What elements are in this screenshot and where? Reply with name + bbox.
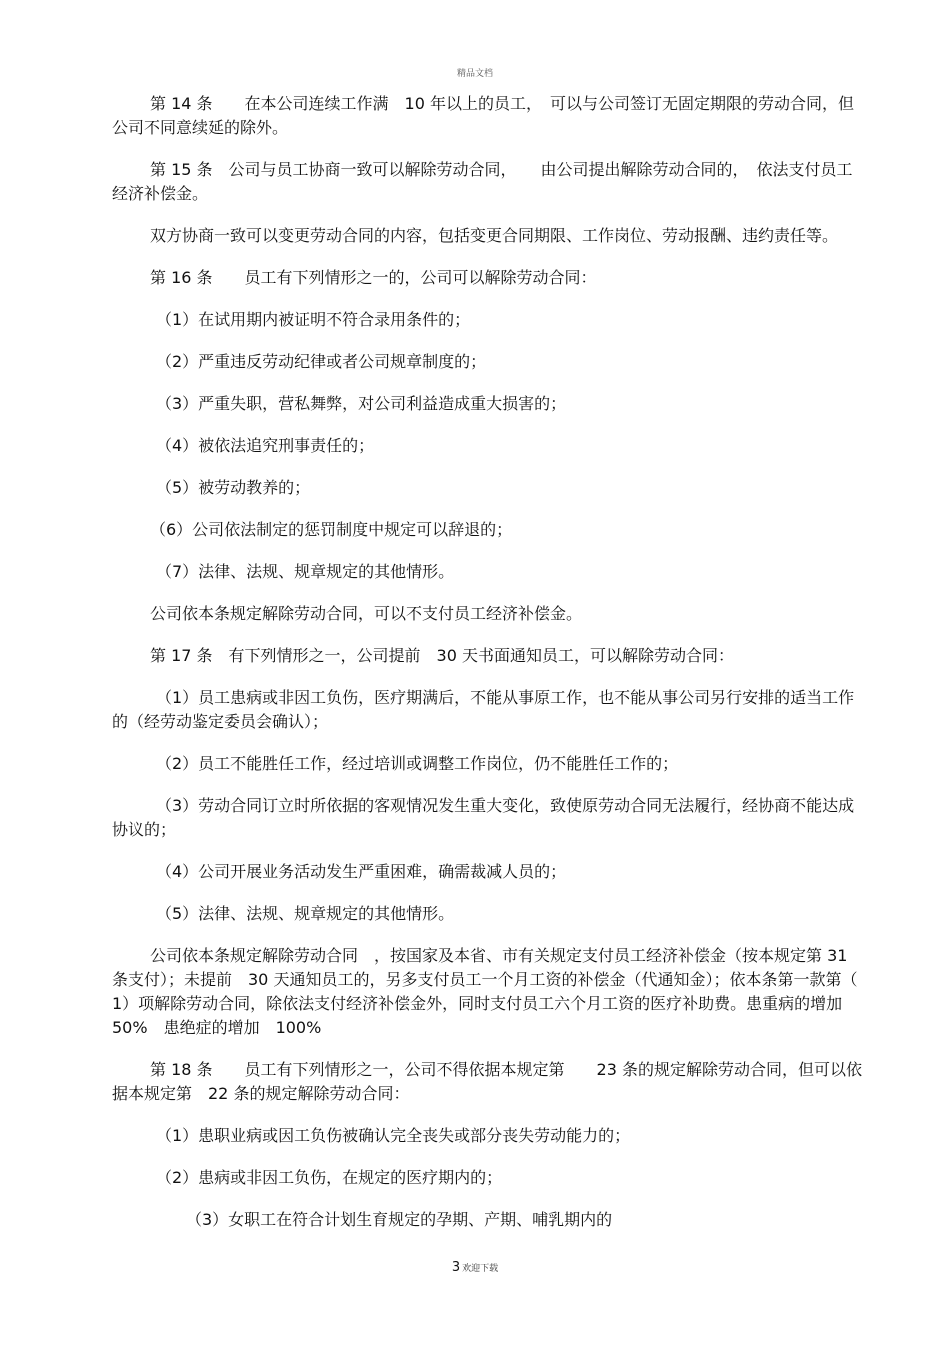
page-footer <box>0 1260 950 1275</box>
article-16-item-3: （3）严重失职，营私舞弊，对公司利益造成重大损害的； <box>156 394 567 413</box>
article-15: 第 15 条 公司与员工协商一致可以解除劳动合同， 由公司提出解除劳动合同的， 依法支付员工经济补偿金。 <box>112 160 853 203</box>
article-16-item-1: （1）在试用期内被证明不符合录用条件的； <box>156 310 471 329</box>
article-16-note: 公司依本条规定解除劳动合同，可以不支付员工经济补偿金。 <box>150 604 583 623</box>
article-17: 第 17 条 有下列情形之一，公司提前 30 天书面通知员工，可以解除劳动合同： <box>150 646 734 665</box>
article-17-item-2: （2）员工不能胜任工作，经过培训或调整工作岗位，仍不能胜任工作的； <box>156 754 679 773</box>
article-17-item-4: （4）公司开展业务活动发生严重困难，确需裁减人员的； <box>156 862 567 881</box>
article-18-item-2: （2）患病或非因工负伤，在规定的医疗期内的； <box>156 1168 503 1187</box>
footer-label: 欢迎下载 <box>462 1264 499 1274</box>
article-16-item-7: （7）法律、法规、规章规定的其他情形。 <box>156 562 455 581</box>
document-body <box>112 92 875 1250</box>
article-17-item-3: （3）劳动合同订立时所依据的客观情况发生重大变化，致使原劳动合同无法履行，经协商不能达成协议的； <box>112 796 855 839</box>
article-16-item-6: （6）公司依法制定的惩罚制度中规定可以辞退的； <box>150 520 513 539</box>
article-18-item-1: （1）患职业病或因工负伤被确认完全丧失或部分丧失劳动能力的； <box>156 1126 631 1145</box>
article-16-item-5: （5）被劳动教养的； <box>156 478 311 497</box>
article-14: 第 14 条 在本公司连续工作满 10 年以上的员工， 可以与公司签订无固定期限的劳动合同，但公司不同意续延的除外。 <box>112 94 854 137</box>
article-17-item-5: （5）法律、法规、规章规定的其他情形。 <box>156 904 455 923</box>
article-17-note: 公司依本条规定解除劳动合同 ，按国家及本省、市有关规定支付员工经济补偿金（按本规定第 31 条支付）；未提前 30 天通知员工的，另多支付员工一个月工资的补偿金（代通知金）；依本条第一款第（ 1）项解除劳动合同，除依法支付经济补偿金外，同时支付员工六个月工资的医疗补助费。患重病的增加 50% 患绝症的增加 100% <box>112 946 875 1037</box>
article-15-clause-2: 双方协商一致可以变更劳动合同的内容，包括变更合同期限、工作岗位、劳动报酬、违约责任等。 <box>150 226 839 245</box>
article-16: 第 16 条 员工有下列情形之一的，公司可以解除劳动合同： <box>150 268 597 287</box>
header-watermark: 精品文档 <box>456 69 493 79</box>
article-16-item-2: （2）严重违反劳动纪律或者公司规章制度的； <box>156 352 487 371</box>
article-17-item-1: （1）员工患病或非因工负伤，医疗期满后，不能从事原工作，也不能从事公司另行安排的适当工作的（经劳动鉴定委员会确认）； <box>112 688 855 731</box>
article-18-item-3: （3）女职工在符合计划生育规定的孕期、产期、哺乳期内的 <box>186 1210 613 1229</box>
article-18: 第 18 条 员工有下列情形之一，公司不得依据本规定第 23 条的规定解除劳动合同，但可以依据本规定第 22 条的规定解除劳动合同： <box>112 1060 862 1103</box>
article-16-item-4: （4）被依法追究刑事责任的； <box>156 436 375 455</box>
page-number: 3 <box>451 1260 461 1275</box>
